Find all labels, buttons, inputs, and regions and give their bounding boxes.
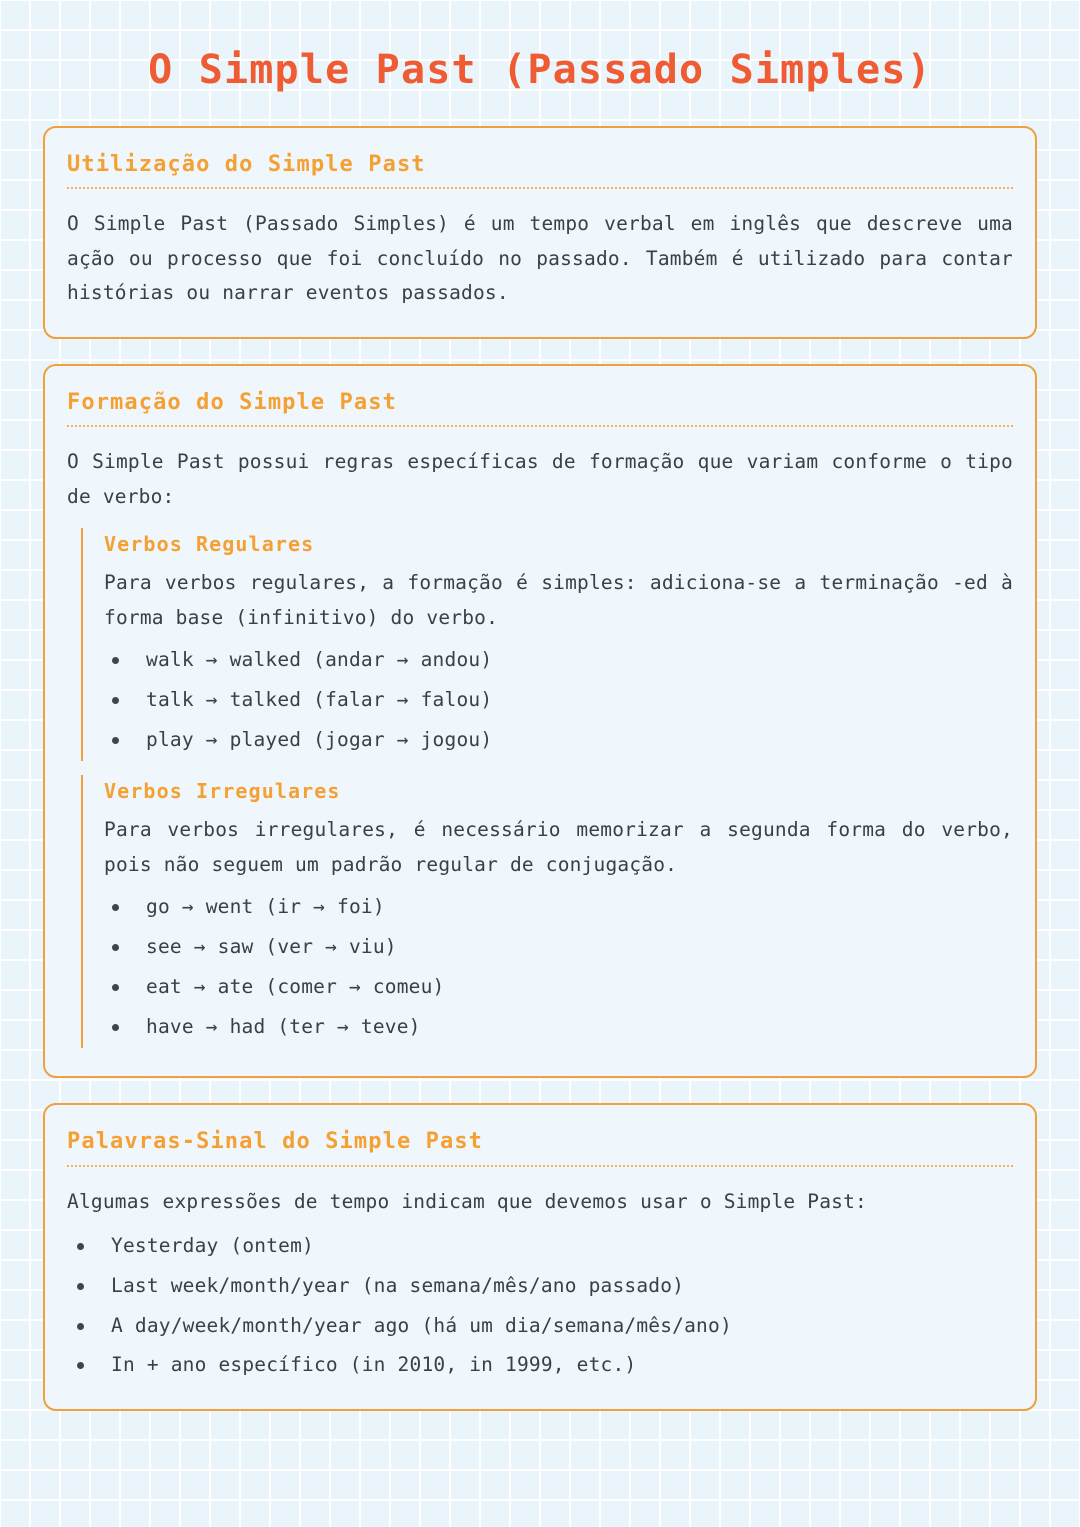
list-item xyxy=(104,683,1013,718)
list-item-text: eat → ate (comer → comeu) xyxy=(146,974,445,998)
list-item-text: play → played (jogar → jogou) xyxy=(146,727,493,751)
heading-divider xyxy=(67,425,1013,427)
list-item-text: A day/week/month/year ago (há um dia/semana/mês/ano) xyxy=(111,1313,732,1337)
card-heading: Utilização do Simple Past xyxy=(67,152,426,177)
list-item xyxy=(104,723,1013,758)
card-heading: Formação do Simple Past xyxy=(67,389,397,415)
list-item xyxy=(67,1348,1013,1383)
list-item-text: Yesterday (ontem) xyxy=(111,1234,314,1258)
list-item xyxy=(67,1309,1013,1344)
list-item xyxy=(67,1269,1013,1304)
list-item-text: walk → walked (andar → andou) xyxy=(146,648,493,672)
bullet-dot-icon xyxy=(112,697,119,704)
subsection-bullet-list xyxy=(104,890,1013,1044)
list-item xyxy=(104,1010,1013,1045)
list-item-text: Last week/month/year (na semana/mês/ano passado) xyxy=(111,1273,685,1297)
list-item xyxy=(104,930,1013,965)
bullet-dot-icon xyxy=(77,1362,84,1369)
bullet-dot-icon xyxy=(112,657,119,664)
list-item xyxy=(104,890,1013,925)
bullet-dot-icon xyxy=(112,1024,119,1031)
card-paragraph: Algumas expressões de tempo indicam que devemos usar o Simple Past: xyxy=(67,1189,867,1213)
bullet-dot-icon xyxy=(77,1283,84,1290)
subsection-bullet-list xyxy=(104,643,1013,757)
card-heading: Palavras-Sinal do Simple Past xyxy=(67,1129,484,1155)
card-utilizacao xyxy=(43,126,1037,339)
list-item-text: In + ano específico (in 2010, in 1999, etc.) xyxy=(111,1353,637,1377)
list-item-text: see → saw (ver → viu) xyxy=(146,935,397,959)
list-item xyxy=(67,1229,1013,1264)
list-item xyxy=(104,643,1013,678)
bullet-dot-icon xyxy=(112,984,119,991)
subsection-verbos-regulares xyxy=(81,528,1013,761)
card-paragraph: O Simple Past (Passado Simples) é um tempo verbal em inglês que descreve uma ação ou processo que foi concluído no passado. Também é utilizado para contar histórias ou narrar eventos passados. xyxy=(67,212,1013,305)
subsection-paragraph: Para verbos irregulares, é necessário memorizar a segunda forma do verbo, pois não seguem um padrão regular de conjugação. xyxy=(104,818,1013,876)
list-item-text: go → went (ir → foi) xyxy=(146,895,385,919)
card-formacao xyxy=(43,364,1037,1078)
card-bullet-list xyxy=(67,1229,1013,1383)
subsection-paragraph: Para verbos regulares, a formação é simples: adiciona-se a terminação -ed à forma base (infinitivo) do verbo. xyxy=(104,571,1013,629)
subsection-heading: Verbos Irregulares xyxy=(104,779,341,804)
bullet-dot-icon xyxy=(112,737,119,744)
card-paragraph: O Simple Past possui regras específicas de formação que variam conforme o tipo de verbo: xyxy=(67,450,1013,508)
bullet-dot-icon xyxy=(112,904,119,911)
bullet-dot-icon xyxy=(112,944,119,951)
heading-divider xyxy=(67,1165,1013,1167)
heading-divider xyxy=(67,187,1013,189)
page-title: O Simple Past (Passado Simples) xyxy=(148,47,932,93)
bullet-dot-icon xyxy=(77,1323,84,1330)
list-item xyxy=(104,970,1013,1005)
list-item-text: talk → talked (falar → falou) xyxy=(146,687,493,711)
bullet-dot-icon xyxy=(77,1243,84,1250)
subsection-heading: Verbos Regulares xyxy=(104,532,315,557)
subsection-verbos-irregulares xyxy=(81,775,1013,1048)
list-item-text: have → had (ter → teve) xyxy=(146,1014,421,1038)
card-palavras-sinal xyxy=(43,1103,1037,1411)
